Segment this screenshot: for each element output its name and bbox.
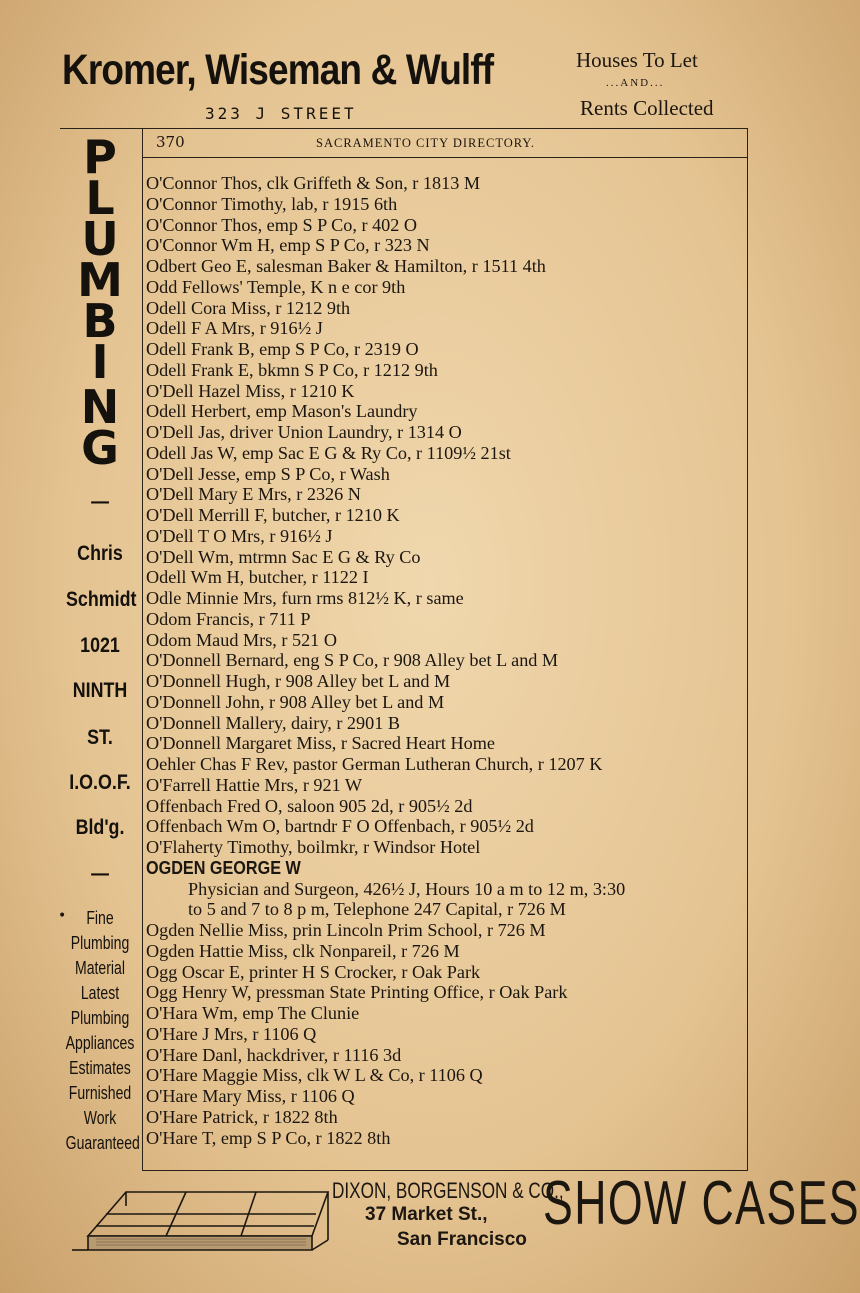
directory-entry: Odell Frank B, emp S P Co, r 2319 O [146,339,419,359]
houses-to-let: Houses To Let [576,48,698,72]
directory-entry: O'Hare Mary Miss, r 1106 Q [146,1086,355,1106]
plumbing-letter: M [77,253,123,307]
directory-entry: Ogden Hattie Miss, clk Nonpareil, r 726 M [146,940,460,961]
footer-product: SHOW CASES [543,1169,860,1238]
directory-entry: Offenbach Wm O, bartndr F O Offenbach, r 905½ 2d [146,816,534,837]
directory-entry: Odd Fellows' Temple, K n e cor 9th [146,276,406,297]
plumbing-letter: P [83,130,117,184]
sidebar-dash: — [91,862,109,885]
sidebar-small-line: Plumbing [70,933,130,953]
directory-entry: Ogden Nellie Miss, prin Lincoln Prim School, r 726 M [146,920,546,940]
sidebar-rule [142,128,143,1170]
sidebar-small-line: Fine [86,908,114,928]
directory-entry: O'Hare J Mrs, r 1106 Q [146,1023,317,1044]
directory-entry-bold: OGDEN GEORGE W [146,857,301,878]
sidebar-small-line: Furnished [68,1083,132,1103]
sidebar-small-line: Appliances [65,1033,135,1053]
directory-entry: Odom Francis, r 711 P [146,608,311,629]
directory-entry: Odell Herbert, emp Mason's Laundry [146,401,418,422]
sidebar-ad-line: NINTH [72,679,128,702]
plumbing-letter: L [85,171,115,225]
sidebar-ad-line: Chris [77,542,123,565]
directory-entry: O'Connor Thos, clk Griffeth & Son, r 1813 M [146,173,481,193]
plumbing-letter: U [81,212,119,266]
directory-entry: Odell Frank E, bkmn S P Co, r 1212 9th [146,359,438,380]
directory-entry: O'Connor Wm H, emp S P Co, r 323 N [146,235,430,256]
and-text: ...AND... [606,77,665,89]
show-case-illustration [66,1178,334,1260]
directory-entry: Odbert Geo E, salesman Baker & Hamilton, r 1511 4th [146,256,546,276]
directory-entry: O'Connor Timothy, lab, r 1915 6th [146,193,398,214]
directory-entry: O'Connor Thos, emp S P Co, r 402 O [146,214,418,235]
rents-collected: Rents Collected [580,96,714,120]
directory-entry: O'Dell Mary E Mrs, r 2326 N [146,484,361,505]
sidebar-ad-line: Schmidt [66,588,137,611]
running-title-rule [142,157,748,158]
directory-entry: Odell Jas W, emp Sac E G & Ry Co, r 1109½ 21st [146,442,511,463]
sidebar-small-line: Work [83,1108,117,1128]
plumbing-letter: B [82,294,118,348]
plumbing-letter: N [80,380,120,434]
sidebar-ad-line: 1021 [80,634,120,657]
directory-entry: Odle Minnie Mrs, furn rms 812½ K, r same [146,588,464,608]
sidebar-dash: — [91,490,109,513]
right-rule [747,128,748,1170]
directory-entry: Ogg Oscar E, printer H S Crocker, r Oak Park [146,961,481,982]
firm-street: 323 J STREET [205,104,357,123]
page-number: 370 [156,133,185,151]
directory-entry: O'Hare Patrick, r 1822 8th [146,1106,338,1127]
directory-entry: O'Hara Wm, emp The Clunie [146,1003,360,1023]
directory-entry-continued: Physician and Surgeon, 426½ J, Hours 10 a m to 12 m, 3:30 [188,878,626,899]
directory-entry: O'Dell T O Mrs, r 916½ J [146,525,333,546]
directory-entry: O'Dell Hazel Miss, r 1210 K [146,380,355,401]
directory-entry: O'Donnell Bernard, eng S P Co, r 908 Alley bet L and M [146,650,559,671]
directory-entry: Oehler Chas F Rev, pastor German Lutheran Church, r 1207 K [146,754,603,774]
directory-entry: O'Donnell Margaret Miss, r Sacred Heart Home [146,733,495,754]
directory-entry: O'Dell Jas, driver Union Laundry, r 1314 O [146,422,462,442]
directory-entry: O'Dell Merrill F, butcher, r 1210 K [146,505,400,525]
footer-city: San Francisco [397,1229,527,1250]
header-rule [60,128,748,129]
directory-entry: O'Hare Maggie Miss, clk W L & Co, r 1106 Q [146,1065,483,1086]
directory-entry: O'Dell Wm, mtrmn Sac E G & Ry Co [146,546,421,567]
running-title: SACRAMENTO CITY DIRECTORY. [316,136,535,150]
sidebar-small-line: Plumbing [70,1008,130,1028]
directory-entry: O'Hare T, emp S P Co, r 1822 8th [146,1127,391,1148]
directory-entry: O'Hare Danl, hackdriver, r 1116 3d [146,1044,402,1065]
sidebar-ad-line: ST. [87,726,113,749]
directory-entry: O'Dell Jesse, emp S P Co, r Wash [146,463,390,484]
directory-entry: O'Farrell Hattie Mrs, r 921 W [146,774,363,795]
directory-entry: O'Donnell Mallery, dairy, r 2901 B [146,712,400,733]
sidebar-ad-line: Bld'g. [75,816,125,839]
sidebar-bullet: • [58,908,67,924]
sidebar-ad-line: I.O.O.F. [69,771,131,794]
sidebar-small-line: Material [75,958,125,978]
directory-entry: Odell Wm H, butcher, r 1122 I [146,567,369,588]
directory-entry: Odell F A Mrs, r 916½ J [146,318,323,339]
directory-entry: O'Flaherty Timothy, boilmkr, r Windsor Hotel [146,837,481,857]
directory-entry: Ogg Henry W, pressman State Printing Office, r Oak Park [146,982,568,1003]
directory-entries [146,173,746,1148]
directory-entry: O'Donnell John, r 908 Alley bet L and M [146,691,445,712]
directory-entry: O'Donnell Hugh, r 908 Alley bet L and M [146,671,451,691]
sidebar-small-line: Guaranteed [65,1133,140,1153]
plumbing-letter: G [81,421,119,475]
directory-entry: Offenbach Fred O, saloon 905 2d, r 905½ 2d [146,795,473,816]
directory-entry: Odom Maud Mrs, r 521 O [146,629,337,650]
directory-entry: Odell Cora Miss, r 1212 9th [146,297,351,318]
firm-name: Kromer, Wiseman & Wulff [62,46,494,94]
directory-entry-continued: to 5 and 7 to 8 p m, Telephone 247 Capital, r 726 M [188,899,566,920]
footer-address: 37 Market St., [365,1204,488,1225]
plumbing-letter: I [91,335,109,389]
sidebar-small-line: Estimates [69,1058,131,1078]
footer-company: DIXON, BORGENSON & CO., [332,1178,564,1203]
sidebar-small-line: Latest [80,983,120,1003]
